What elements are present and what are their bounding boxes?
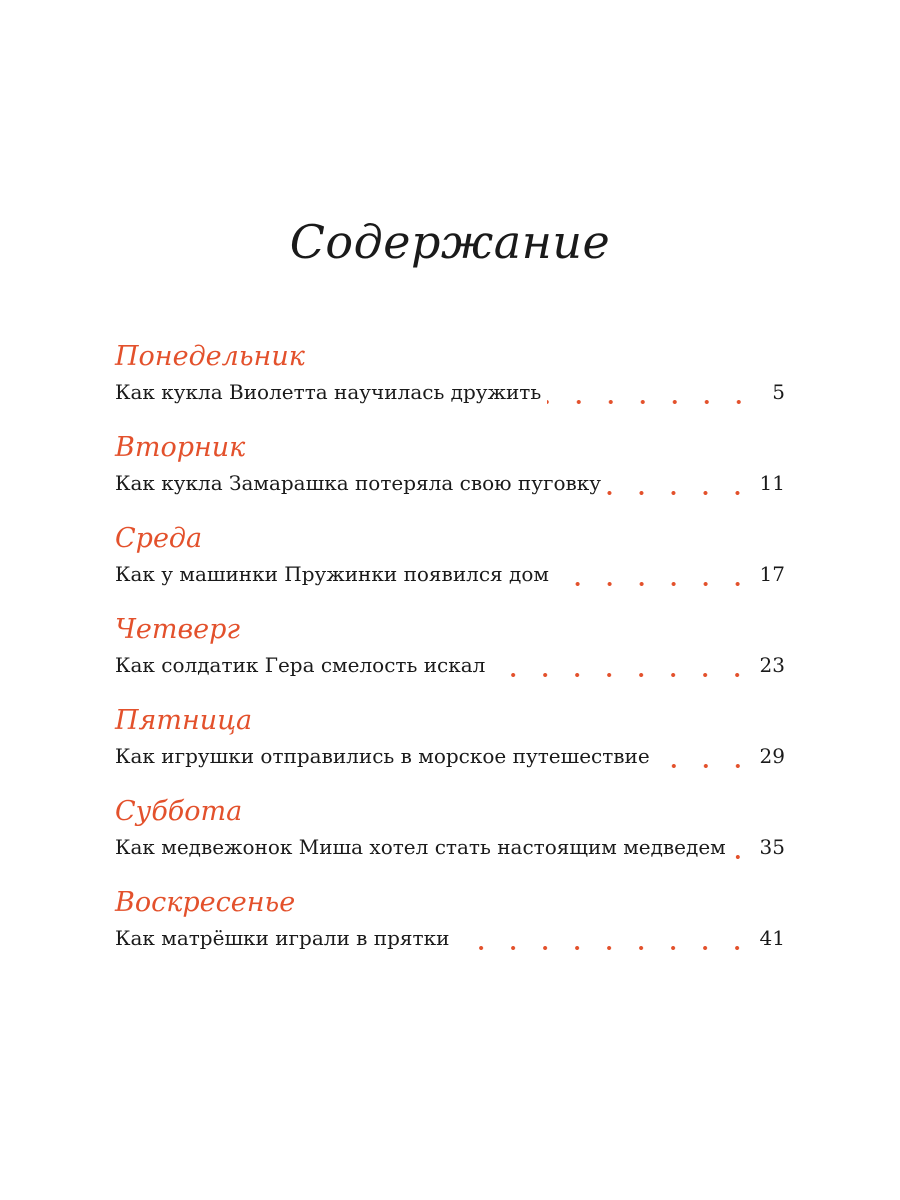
dot-leader [607,468,753,498]
dot-leader [732,832,754,862]
story-title: Как игрушки отправились в морское путешествие [115,744,650,768]
story-title: Как солдатик Гера смелость искал [115,653,486,677]
toc-entry-monday [115,340,785,431]
story-title: Как кукла Виолетта научилась дружить [115,380,542,404]
dot-leader [547,377,755,407]
toc-entry-tuesday [115,431,785,522]
day-heading: Вторник [115,432,246,463]
page-title: Содержание [289,215,611,269]
toc-entry-sunday [115,886,785,977]
page-number: 23 [759,653,785,677]
dot-leader [491,650,753,680]
page-number: 29 [759,744,785,768]
dot-leader [455,923,753,953]
page-number: 41 [759,926,785,950]
dot-leader [555,559,754,589]
day-heading: Четверг [115,614,241,645]
page-number: 11 [759,471,785,495]
toc-line[interactable] [115,923,785,953]
day-heading: Воскресенье [115,887,296,918]
toc-line[interactable] [115,559,785,589]
toc-line[interactable] [115,377,785,407]
table-of-contents [115,340,785,977]
toc-entry-wednesday [115,522,785,613]
day-heading: Пятница [115,705,253,736]
day-heading: Суббота [115,796,243,827]
day-heading: Среда [115,523,203,554]
dot-leader [656,741,754,771]
page-number: 35 [759,835,785,859]
story-title: Как кукла Замарашка потеряла свою пуговку [115,471,602,495]
toc-entry-thursday [115,613,785,704]
page-number: 17 [759,562,785,586]
story-title: Как медвежонок Миша хотел стать настоящим медведем [115,835,726,859]
story-title: Как у машинки Пружинки появился дом [115,562,549,586]
toc-entry-friday [115,704,785,795]
toc-line[interactable] [115,832,785,862]
story-title: Как матрёшки играли в прятки [115,926,450,950]
page-number: 5 [772,380,785,404]
toc-line[interactable] [115,650,785,680]
toc-entry-saturday [115,795,785,886]
toc-line[interactable] [115,741,785,771]
day-heading: Понедельник [115,341,305,372]
toc-line[interactable] [115,468,785,498]
